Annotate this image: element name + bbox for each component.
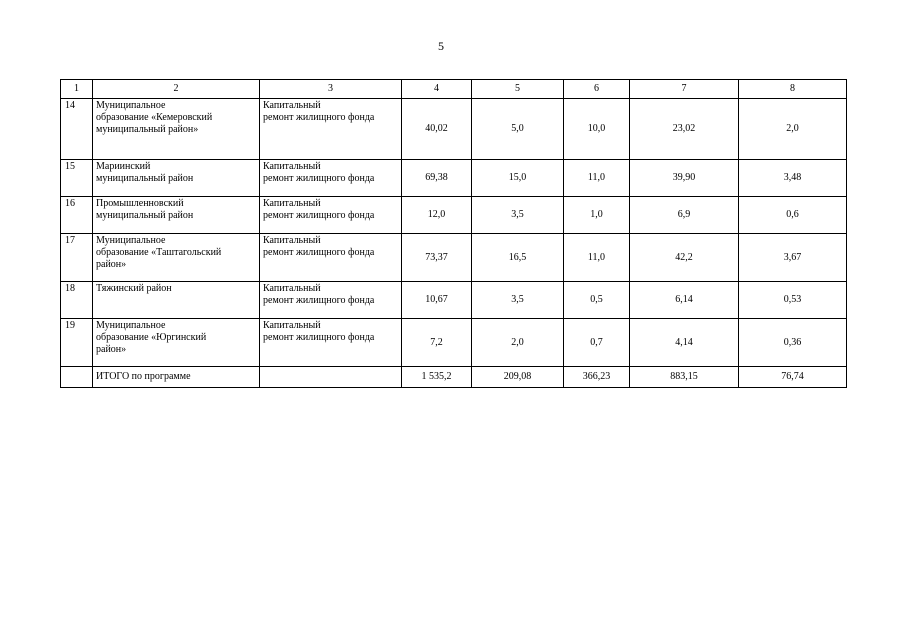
row-number: 18 (61, 282, 93, 319)
value-col-5: 3,5 (472, 197, 564, 234)
value-col-6: 11,0 (564, 234, 630, 282)
municipality-name: Тяжинский район (93, 282, 260, 319)
program-table (60, 79, 847, 388)
table-row (61, 282, 847, 319)
column-header: 2 (93, 80, 260, 99)
total-row (61, 367, 847, 388)
value-col-8: 3,48 (739, 160, 847, 197)
value-col-8: 0,36 (739, 319, 847, 367)
work-type: Капитальный ремонт жилищного фонда (260, 282, 402, 319)
value-col-5: 15,0 (472, 160, 564, 197)
page-number: 5 (438, 39, 444, 53)
column-header: 8 (739, 80, 847, 99)
total-col-8: 76,74 (739, 367, 847, 388)
value-col-6: 0,5 (564, 282, 630, 319)
row-number: 19 (61, 319, 93, 367)
table-row (61, 234, 847, 282)
value-col-5: 3,5 (472, 282, 564, 319)
value-col-7: 4,14 (630, 319, 739, 367)
column-header: 1 (61, 80, 93, 99)
municipality-name: Муниципальное образование «Таштагольский район» (93, 234, 260, 282)
municipality-name: Мариинский муниципальный район (93, 160, 260, 197)
value-col-8: 2,0 (739, 99, 847, 160)
value-col-6: 1,0 (564, 197, 630, 234)
table-row (61, 197, 847, 234)
value-col-6: 0,7 (564, 319, 630, 367)
value-col-4: 40,02 (402, 99, 472, 160)
column-header: 4 (402, 80, 472, 99)
column-header-row (61, 80, 847, 99)
work-type: Капитальный ремонт жилищного фонда (260, 234, 402, 282)
value-col-7: 42,2 (630, 234, 739, 282)
work-type: Капитальный ремонт жилищного фонда (260, 160, 402, 197)
value-col-4: 69,38 (402, 160, 472, 197)
column-header: 5 (472, 80, 564, 99)
value-col-5: 5,0 (472, 99, 564, 160)
work-type: Капитальный ремонт жилищного фонда (260, 319, 402, 367)
work-type: Капитальный ремонт жилищного фонда (260, 197, 402, 234)
column-header: 6 (564, 80, 630, 99)
column-header: 3 (260, 80, 402, 99)
value-col-4: 7,2 (402, 319, 472, 367)
column-header: 7 (630, 80, 739, 99)
value-col-7: 6,14 (630, 282, 739, 319)
value-col-4: 73,37 (402, 234, 472, 282)
total-label: ИТОГО по программе (93, 367, 260, 388)
municipality-name: Промышленновский муниципальный район (93, 197, 260, 234)
municipality-name: Муниципальное образование «Юргинский район» (93, 319, 260, 367)
value-col-5: 2,0 (472, 319, 564, 367)
value-col-4: 12,0 (402, 197, 472, 234)
value-col-7: 39,90 (630, 160, 739, 197)
value-col-8: 0,6 (739, 197, 847, 234)
row-number: 14 (61, 99, 93, 160)
total-col-7: 883,15 (630, 367, 739, 388)
table-row (61, 160, 847, 197)
total-col-4: 1 535,2 (402, 367, 472, 388)
value-col-6: 10,0 (564, 99, 630, 160)
municipality-name: Муниципальное образование «Кемеровский муниципальный район» (93, 99, 260, 160)
total-col-6: 366,23 (564, 367, 630, 388)
value-col-6: 11,0 (564, 160, 630, 197)
row-number: 15 (61, 160, 93, 197)
value-col-7: 6,9 (630, 197, 739, 234)
value-col-7: 23,02 (630, 99, 739, 160)
value-col-8: 3,67 (739, 234, 847, 282)
row-number: 17 (61, 234, 93, 282)
value-col-5: 16,5 (472, 234, 564, 282)
total-col-5: 209,08 (472, 367, 564, 388)
value-col-8: 0,53 (739, 282, 847, 319)
total-empty-cell (260, 367, 402, 388)
table-row (61, 319, 847, 367)
work-type: Капитальный ремонт жилищного фонда (260, 99, 402, 160)
total-empty-cell (61, 367, 93, 388)
value-col-4: 10,67 (402, 282, 472, 319)
table-row (61, 99, 847, 160)
row-number: 16 (61, 197, 93, 234)
